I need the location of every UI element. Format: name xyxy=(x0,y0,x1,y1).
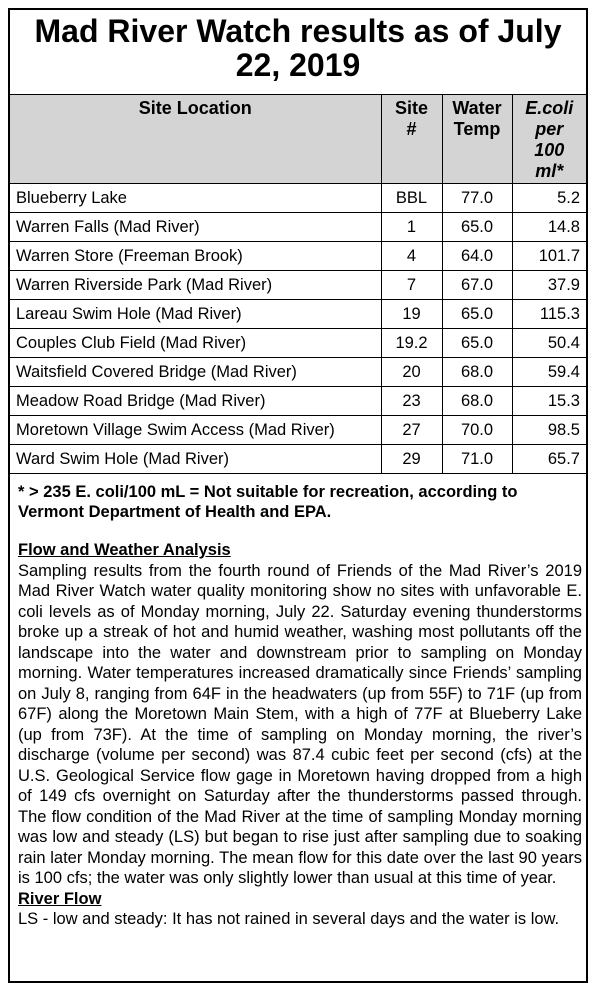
header-water-temp: Water Temp xyxy=(442,95,512,184)
cell-site-number: 4 xyxy=(381,242,442,271)
cell-ecoli: 115.3 xyxy=(512,300,586,329)
cell-water-temp: 64.0 xyxy=(442,242,512,271)
footnote: * > 235 E. coli/100 mL = Not suitable for recreation, according to Vermont Department of Health and EPA. xyxy=(18,483,518,521)
cell-ecoli: 50.4 xyxy=(512,329,586,358)
cell-ecoli: 101.7 xyxy=(512,242,586,271)
cell-site-location: Lareau Swim Hole (Mad River) xyxy=(10,300,381,329)
cell-site-location: Warren Falls (Mad River) xyxy=(10,213,381,242)
cell-site-number: BBL xyxy=(381,184,442,213)
table-header-row xyxy=(10,95,586,184)
cell-water-temp: 65.0 xyxy=(442,329,512,358)
cell-ecoli: 98.5 xyxy=(512,416,586,445)
cell-ecoli: 59.4 xyxy=(512,358,586,387)
results-table xyxy=(10,94,586,474)
table-row xyxy=(10,329,586,358)
cell-site-number: 19.2 xyxy=(381,329,442,358)
cell-water-temp: 70.0 xyxy=(442,416,512,445)
flow-weather-text: Sampling results from the fourth round of Friends of the Mad River’s 2019 Mad River Watch water quality monitoring show no sites with unfavorable E. coli levels as of Monday morning, July 22. Saturday evening thunderstorms broke up a streak of hot and humid weather, washing most pollutants off the landscape into the water and downstream prior to sampling on Monday morning. Water temperatures increased dramatically since Friends’ sampling on July 8, ranging from 64F in the headwaters (up from 55F) to 71F (up from 67F) along the Moretown Main Stem, with a high of 77F at Blueberry Lake (up from 73F). At the time of sampling on Monday morning, the river’s discharge (volume per second) was 87.4 cubic feet per second (cfs) at the U.S. Geological Service flow gage in Moretown having dropped from a high of 149 cfs overnight on Saturday after the thunderstorms passed through. The flow condition of the Mad River at the time of sampling Monday morning was low and steady (LS) but began to rise just after sampling due to soaking rain later Monday morning. The mean flow for this date over the last 90 years is 100 cfs; the water was only slightly lower than usual at this time of year. xyxy=(18,561,582,887)
river-flow-text: LS - low and steady: It has not rained in several days and the water is low. xyxy=(18,910,560,928)
cell-water-temp: 65.0 xyxy=(442,213,512,242)
cell-site-location: Waitsfield Covered Bridge (Mad River) xyxy=(10,358,381,387)
cell-water-temp: 71.0 xyxy=(442,445,512,474)
table-row xyxy=(10,445,586,474)
cell-site-location: Meadow Road Bridge (Mad River) xyxy=(10,387,381,416)
table-row xyxy=(10,416,586,445)
cell-site-number: 19 xyxy=(381,300,442,329)
cell-ecoli: 5.2 xyxy=(512,184,586,213)
cell-ecoli: 15.3 xyxy=(512,387,586,416)
analysis-section xyxy=(18,540,582,930)
table-row xyxy=(10,242,586,271)
cell-water-temp: 67.0 xyxy=(442,271,512,300)
cell-site-number: 20 xyxy=(381,358,442,387)
header-ecoli: E.coli per 100 ml* xyxy=(512,95,586,184)
cell-site-number: 7 xyxy=(381,271,442,300)
cell-site-number: 27 xyxy=(381,416,442,445)
header-site-number: Site # xyxy=(381,95,442,184)
cell-water-temp: 68.0 xyxy=(442,358,512,387)
cell-site-number: 23 xyxy=(381,387,442,416)
results-card xyxy=(8,8,588,983)
table-body xyxy=(10,184,586,474)
cell-ecoli: 37.9 xyxy=(512,271,586,300)
cell-ecoli: 65.7 xyxy=(512,445,586,474)
header-site-location: Site Location xyxy=(10,95,381,184)
table-row xyxy=(10,358,586,387)
cell-water-temp: 65.0 xyxy=(442,300,512,329)
cell-site-location: Couples Club Field (Mad River) xyxy=(10,329,381,358)
table-row xyxy=(10,213,586,242)
table-row xyxy=(10,300,586,329)
cell-site-location: Ward Swim Hole (Mad River) xyxy=(10,445,381,474)
river-flow-heading: River Flow xyxy=(18,889,102,908)
cell-site-location: Moretown Village Swim Access (Mad River) xyxy=(10,416,381,445)
cell-site-location: Warren Store (Freeman Brook) xyxy=(10,242,381,271)
table-row xyxy=(10,184,586,213)
cell-site-number: 1 xyxy=(381,213,442,242)
cell-water-temp: 77.0 xyxy=(442,184,512,213)
table-row xyxy=(10,387,586,416)
table-row xyxy=(10,271,586,300)
cell-ecoli: 14.8 xyxy=(512,213,586,242)
cell-site-number: 29 xyxy=(381,445,442,474)
cell-site-location: Warren Riverside Park (Mad River) xyxy=(10,271,381,300)
cell-water-temp: 68.0 xyxy=(442,387,512,416)
flow-weather-heading: Flow and Weather Analysis xyxy=(18,541,231,559)
cell-site-location: Blueberry Lake xyxy=(10,184,381,213)
page-title: Mad River Watch results as of July 22, 2019 xyxy=(34,13,562,83)
